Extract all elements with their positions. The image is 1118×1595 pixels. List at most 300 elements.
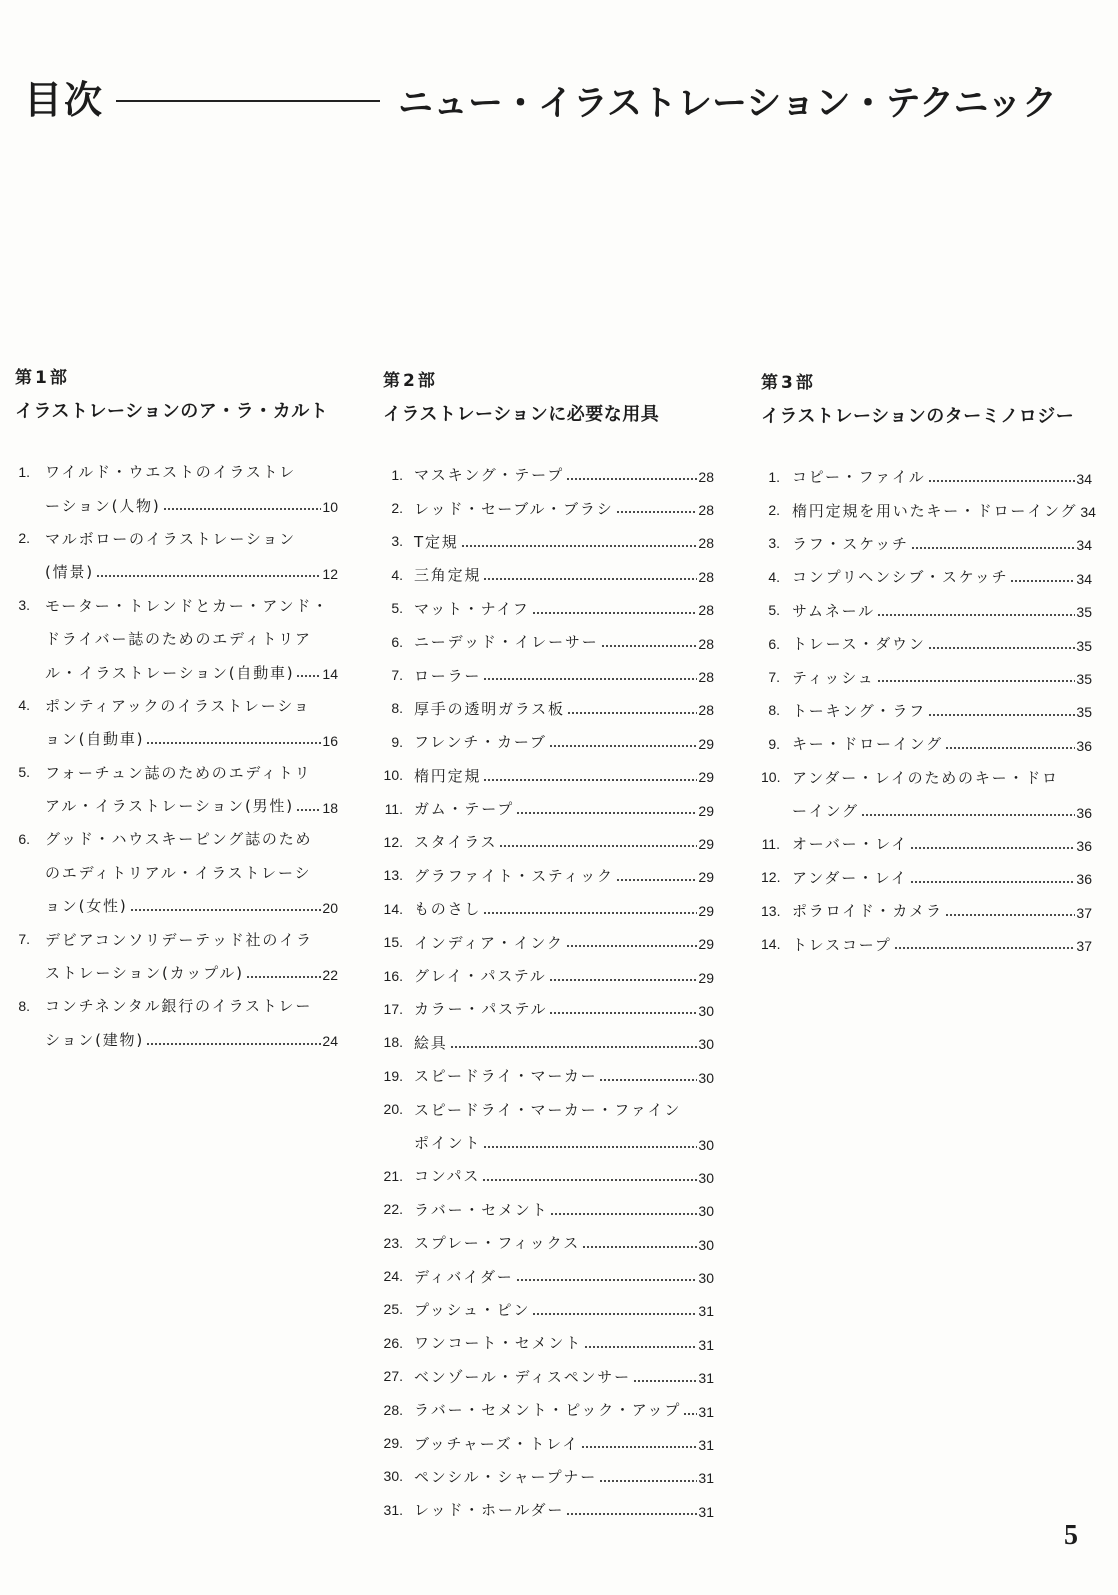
- toc-entry: [761, 694, 1092, 727]
- leader-dots: [566, 1493, 697, 1526]
- leader-dots: [146, 1023, 321, 1056]
- entry-title: キー・ドローイング: [792, 735, 943, 754]
- entry-line: [383, 558, 714, 591]
- entry-page: 20: [322, 899, 338, 916]
- toc-entry: [761, 861, 1092, 894]
- entry-line: [383, 1126, 714, 1159]
- entry-number: 31.: [383, 1501, 403, 1518]
- entry-number: 5.: [768, 602, 780, 619]
- part-2-section: [383, 365, 714, 1527]
- entry-line: [15, 789, 338, 822]
- entry-page: 34: [1076, 537, 1092, 554]
- entry-title: アンダー・レイ: [792, 868, 908, 887]
- entry-line: [761, 560, 1092, 593]
- entry-title: ポンティアックのイラストレーショ: [45, 696, 311, 715]
- entry-title: T定規: [414, 532, 459, 551]
- entry-number: 2.: [391, 500, 403, 517]
- entry-line: [383, 1092, 714, 1125]
- entry-line: [383, 1259, 714, 1292]
- entry-line: [15, 822, 338, 855]
- toc-entry: [383, 825, 714, 858]
- leader-dots: [633, 1360, 698, 1393]
- entry-number: 2.: [18, 530, 30, 547]
- leader-dots: [516, 1259, 698, 1292]
- part-title: イラストレーションのア・ラ・カルト: [15, 401, 329, 422]
- leader-dots: [549, 992, 697, 1025]
- entry-title: ョン(自動車): [45, 730, 145, 749]
- entry-title: フレンチ・カーブ: [414, 733, 547, 752]
- entry-line: [15, 756, 338, 789]
- leader-dots: [928, 627, 1076, 660]
- leader-dots: [861, 794, 1076, 827]
- entry-page: 29: [698, 936, 714, 953]
- entry-line: [761, 927, 1092, 960]
- entry-page: 36: [1076, 837, 1092, 854]
- toc-entry: [15, 922, 338, 989]
- entry-page: 31: [698, 1437, 714, 1454]
- entry-number: 8.: [768, 702, 780, 719]
- toc-entry: [15, 589, 338, 689]
- leader-dots: [516, 792, 697, 825]
- toc-entry: [383, 1460, 714, 1493]
- entry-page: 36: [1076, 871, 1092, 888]
- leader-dots: [877, 660, 1076, 693]
- entry-page: 28: [698, 602, 714, 619]
- entry-number: 10.: [761, 769, 781, 786]
- entry-title: ティッシュ: [792, 668, 875, 687]
- entry-number: 3.: [18, 597, 30, 614]
- leader-dots: [945, 894, 1076, 927]
- entry-number: 11.: [384, 800, 403, 817]
- entry-title: トーキング・ラフ: [792, 701, 926, 720]
- leader-dots: [483, 1126, 697, 1159]
- leader-dots: [549, 725, 698, 758]
- leader-dots: [1010, 560, 1075, 593]
- leader-dots: [616, 859, 698, 892]
- entry-page: 30: [698, 1036, 714, 1053]
- entry-page: 14: [322, 666, 338, 683]
- entry-title: ポラロイド・カメラ: [792, 902, 943, 921]
- toc-entry: [383, 1493, 714, 1526]
- leader-dots: [246, 956, 322, 989]
- leader-dots: [599, 1059, 697, 1092]
- entry-number: 27.: [383, 1368, 403, 1385]
- entry-title: ーション(人物): [45, 496, 161, 515]
- toc-entry: [383, 1026, 714, 1059]
- entry-title: モーター・トレンドとカー・アンド・: [45, 596, 330, 615]
- entry-title: コンチネンタル銀行のイラストレー: [45, 997, 313, 1016]
- entry-page: 31: [698, 1503, 714, 1520]
- entry-line: [761, 761, 1092, 794]
- entry-number: 8.: [18, 997, 30, 1014]
- entry-title: カラー・パステル: [414, 1000, 548, 1019]
- entry-title: 楕円定規を用いたキー・ドローイング: [792, 501, 1078, 520]
- leader-dots: [910, 827, 1075, 860]
- entry-page: 29: [698, 769, 714, 786]
- toc-entry: [383, 1193, 714, 1226]
- leader-dots: [582, 1226, 697, 1259]
- entry-line: [761, 694, 1092, 727]
- leader-dots: [928, 694, 1075, 727]
- toc-entry: [761, 761, 1092, 828]
- toc-entry: [383, 1393, 714, 1426]
- part-label: 第3部: [761, 373, 816, 393]
- entry-number: 16.: [383, 967, 403, 984]
- leader-dots: [566, 925, 698, 958]
- leader-dots: [296, 655, 321, 688]
- entry-number: 20.: [383, 1101, 403, 1118]
- toc-entry: [761, 660, 1092, 693]
- entry-line: [761, 493, 1096, 526]
- entry-title: ペンシル・シャープナー: [414, 1467, 598, 1486]
- leader-dots: [532, 1293, 697, 1326]
- toc-entry: [761, 594, 1092, 627]
- entry-number: 14.: [383, 900, 403, 917]
- entry-page: 35: [1076, 671, 1092, 688]
- leader-dots: [910, 861, 1076, 894]
- entry-number: 3.: [391, 533, 403, 550]
- entry-line: [383, 1293, 714, 1326]
- entry-number: 22.: [383, 1201, 403, 1218]
- leader-dots: [616, 491, 698, 524]
- leader-dots: [483, 759, 697, 792]
- entry-number: 7.: [391, 667, 403, 684]
- part-1-section: [15, 362, 338, 1056]
- entry-number: 4.: [18, 697, 30, 714]
- entry-page: 31: [698, 1370, 714, 1387]
- leader-dots: [584, 1326, 697, 1359]
- entry-line: [383, 1226, 714, 1259]
- toc-entry: [15, 822, 338, 922]
- entry-page: 30: [698, 1136, 714, 1153]
- entry-title: ストレーション(カップル): [45, 964, 244, 983]
- entry-page: 31: [698, 1470, 714, 1487]
- entry-line: [383, 1360, 714, 1393]
- toc-entry: [383, 692, 714, 725]
- entry-line: [761, 627, 1092, 660]
- entry-title: プッシュ・ピン: [414, 1300, 531, 1319]
- entry-number: 7.: [768, 669, 780, 686]
- entry-title: コンパス: [414, 1167, 481, 1186]
- leader-dots: [461, 525, 698, 558]
- toc-list: [383, 458, 714, 1527]
- entry-line: [383, 892, 714, 925]
- toc-entry: [383, 625, 714, 658]
- entry-line: [761, 861, 1092, 894]
- entry-page: 29: [698, 969, 714, 986]
- entry-title: 三角定規: [414, 566, 482, 585]
- leader-dots: [567, 692, 698, 725]
- entry-page: 37: [1076, 938, 1092, 955]
- leader-dots: [130, 889, 322, 922]
- entry-page: 36: [1076, 737, 1092, 754]
- leader-dots: [581, 1426, 697, 1459]
- entry-page: 28: [698, 568, 714, 585]
- entry-page: 30: [698, 1069, 714, 1086]
- page-number: 5: [1064, 1520, 1078, 1551]
- entry-number: 3.: [768, 535, 780, 552]
- leader-dots: [566, 458, 697, 491]
- entry-line: [15, 455, 338, 488]
- entry-title: フォーチュン誌のためのエディトリ: [45, 763, 312, 782]
- entry-number: 5.: [391, 600, 403, 617]
- entry-line: [15, 589, 338, 622]
- entry-title: アル・イラストレーション(男性): [45, 797, 294, 816]
- toc-entry: [383, 658, 714, 691]
- entry-title: コンプリヘンシブ・スケッチ: [792, 568, 1009, 587]
- part-title: イラストレーションのターミノロジー: [761, 406, 1075, 427]
- entry-line: [383, 925, 714, 958]
- entry-line: [761, 894, 1092, 927]
- entry-title: グラファイト・スティック: [414, 866, 614, 885]
- leader-dots: [96, 555, 322, 588]
- entry-number: 12.: [761, 869, 781, 886]
- entry-title: 絵具: [414, 1033, 448, 1052]
- entry-line: [383, 759, 714, 792]
- entry-page: 16: [322, 732, 338, 749]
- toc-entry: [761, 627, 1092, 660]
- entry-title: ワイルド・ウエストのイラストレ: [45, 463, 297, 482]
- entry-title: (情景): [45, 563, 94, 582]
- entry-page: 35: [1076, 604, 1092, 621]
- entry-number: 4.: [391, 566, 403, 583]
- entry-number: 12.: [383, 833, 403, 850]
- entry-title: ラバー・セメント: [414, 1200, 549, 1219]
- entry-number: 1.: [768, 468, 780, 485]
- leader-dots: [146, 722, 321, 755]
- entry-title: スピードライ・マーカー・ファイン: [414, 1100, 682, 1119]
- entry-title: ものさし: [414, 900, 482, 919]
- toc-entry: [383, 491, 714, 524]
- entry-number: 6.: [768, 635, 780, 652]
- leader-dots: [482, 1159, 697, 1192]
- entry-title: コピー・ファイル: [792, 468, 926, 487]
- entry-page: 24: [322, 1033, 338, 1050]
- leader-dots: [483, 658, 697, 691]
- entry-title: ポイント: [414, 1134, 482, 1152]
- entry-number: 9.: [768, 735, 780, 752]
- entry-title: ラフ・スケッチ: [792, 534, 909, 553]
- entry-page: 28: [698, 635, 714, 652]
- entry-title: ル・イラストレーション(自動車): [45, 663, 295, 682]
- entry-page: 18: [322, 799, 338, 816]
- entry-title: 厚手の透明ガラス板: [414, 699, 565, 718]
- entry-page: 31: [698, 1403, 714, 1420]
- toc-entry: [383, 1059, 714, 1092]
- entry-page: 28: [698, 669, 714, 686]
- entry-line: [761, 660, 1092, 693]
- toc-entry: [383, 1360, 714, 1393]
- entry-title: マット・ナイフ: [414, 599, 530, 618]
- toc-heading: 目次: [24, 78, 105, 122]
- toc-entry: [383, 592, 714, 625]
- part-label: 第2部: [383, 371, 438, 391]
- entry-line: [383, 1326, 714, 1359]
- toc-entry: [383, 792, 714, 825]
- entry-line: [383, 458, 714, 491]
- entry-page: 35: [1076, 704, 1092, 721]
- entry-line: [15, 522, 338, 555]
- toc-entry: [761, 727, 1092, 760]
- part-title: イラストレーションに必要な用具: [383, 404, 660, 425]
- entry-line: [383, 959, 714, 992]
- leader-dots: [601, 625, 698, 658]
- entry-title: ラバー・セメント・ピック・アップ: [414, 1401, 682, 1420]
- entry-number: 23.: [383, 1234, 403, 1251]
- entry-line: [15, 989, 338, 1022]
- entry-page: 30: [698, 1169, 714, 1186]
- leader-dots: [163, 488, 322, 521]
- entry-page: 29: [698, 902, 714, 919]
- entry-page: 36: [1076, 804, 1092, 821]
- toc-entry: [761, 527, 1092, 560]
- entry-line: [15, 555, 338, 588]
- entry-line: [383, 992, 714, 1025]
- leader-dots: [532, 592, 698, 625]
- part-3-section: [761, 367, 1096, 961]
- leader-dots: [877, 594, 1075, 627]
- entry-line: [383, 592, 714, 625]
- entry-line: [383, 725, 714, 758]
- entry-number: 29.: [383, 1435, 403, 1452]
- entry-line: [15, 956, 338, 989]
- entry-title: グレイ・パステル: [414, 967, 547, 986]
- entry-page: 29: [698, 802, 714, 819]
- entry-page: 28: [698, 535, 714, 552]
- entry-line: [15, 1023, 338, 1056]
- entry-number: 25.: [383, 1301, 403, 1318]
- entry-number: 1.: [18, 463, 30, 480]
- entry-number: 30.: [383, 1468, 403, 1485]
- leader-dots: [450, 1026, 698, 1059]
- toc-entry: [15, 522, 338, 589]
- entry-title: トレスコープ: [792, 935, 892, 954]
- entry-line: [761, 827, 1092, 860]
- toc-entry: [383, 959, 714, 992]
- entry-title: レッド・セーブル・ブラシ: [414, 499, 614, 518]
- entry-number: 6.: [391, 633, 403, 650]
- toc-entry: [383, 992, 714, 1025]
- toc-entry: [383, 1326, 714, 1359]
- entry-number: 11.: [761, 835, 780, 852]
- entry-title: スタイラス: [414, 833, 498, 852]
- entry-title: ワンコート・セメント: [414, 1334, 583, 1353]
- entry-title: ーイング: [792, 802, 859, 821]
- entry-page: 34: [1080, 504, 1096, 521]
- entry-line: [15, 622, 338, 655]
- toc-entry: [383, 525, 714, 558]
- toc-entry: [761, 460, 1092, 493]
- toc-entry: [383, 1426, 714, 1459]
- entry-line: [15, 488, 338, 521]
- entry-title: アンダー・レイのためのキー・ドロ: [792, 768, 1059, 787]
- toc-entry: [383, 859, 714, 892]
- entry-line: [15, 655, 338, 688]
- entry-page: 34: [1076, 470, 1092, 487]
- entry-line: [761, 727, 1092, 760]
- leader-dots: [483, 892, 697, 925]
- entry-page: 28: [698, 702, 714, 719]
- entry-title: マルボローのイラストレーション: [45, 529, 296, 548]
- leader-dots: [911, 527, 1076, 560]
- entry-line: [15, 889, 338, 922]
- leader-dots: [894, 927, 1076, 960]
- entry-line: [383, 1493, 714, 1526]
- entry-page: 22: [322, 966, 338, 983]
- entry-line: [383, 625, 714, 658]
- entry-page: 34: [1076, 570, 1092, 587]
- entry-number: 26.: [383, 1334, 403, 1351]
- toc-entry: [761, 493, 1096, 526]
- toc-entry: [383, 458, 714, 491]
- entry-line: [761, 460, 1092, 493]
- entry-title: ブッチャーズ・トレイ: [414, 1434, 580, 1453]
- entry-title: ドライバー誌のためのエディトリア: [45, 630, 312, 649]
- entry-number: 14.: [761, 936, 781, 953]
- entry-line: [383, 1059, 714, 1092]
- entry-number: 6.: [18, 830, 30, 847]
- entry-page: 31: [698, 1303, 714, 1320]
- entry-number: 17.: [383, 1000, 403, 1017]
- entry-number: 18.: [383, 1034, 403, 1051]
- entry-line: [761, 794, 1092, 827]
- entry-line: [383, 825, 714, 858]
- entry-title: ション(建物): [45, 1030, 145, 1049]
- entry-title: オーバー・レイ: [792, 835, 909, 854]
- toc-entry: [15, 989, 338, 1056]
- entry-number: 8.: [391, 700, 403, 717]
- toc-entry: [383, 925, 714, 958]
- entry-line: [15, 922, 338, 955]
- entry-number: 21.: [383, 1167, 403, 1184]
- entry-line: [383, 658, 714, 691]
- entry-page: 30: [698, 1002, 714, 1019]
- entry-number: 9.: [391, 733, 403, 750]
- toc-entry: [761, 560, 1092, 593]
- toc-entry: [383, 759, 714, 792]
- entry-page: 35: [1076, 637, 1092, 654]
- entry-page: 30: [698, 1236, 714, 1253]
- toc-entry: [383, 1159, 714, 1192]
- entry-number: 2.: [768, 502, 780, 519]
- entry-number: 4.: [768, 568, 780, 585]
- leader-dots: [296, 789, 322, 822]
- toc-entry: [383, 892, 714, 925]
- entry-number: 28.: [383, 1401, 403, 1418]
- entry-number: 19.: [383, 1067, 403, 1084]
- entry-number: 5.: [18, 764, 30, 781]
- entry-line: [383, 1026, 714, 1059]
- entry-number: 24.: [383, 1268, 403, 1285]
- toc-entry: [383, 1226, 714, 1259]
- leader-dots: [945, 727, 1076, 760]
- entry-title: ディバイダー: [414, 1267, 514, 1286]
- entry-page: 29: [698, 869, 714, 886]
- entry-page: 29: [698, 835, 714, 852]
- heading-rule: [116, 100, 380, 102]
- entry-page: 37: [1076, 904, 1092, 921]
- toc-entry: [383, 1259, 714, 1292]
- entry-line: [15, 689, 338, 722]
- entry-line: [383, 792, 714, 825]
- entry-title: デビアコンソリデーテッド社のイラ: [45, 930, 313, 949]
- toc-entry: [383, 725, 714, 758]
- entry-line: [383, 1393, 714, 1426]
- entry-line: [15, 856, 338, 889]
- entry-line: [383, 692, 714, 725]
- toc-list: [761, 460, 1096, 961]
- toc-entry: [15, 689, 338, 756]
